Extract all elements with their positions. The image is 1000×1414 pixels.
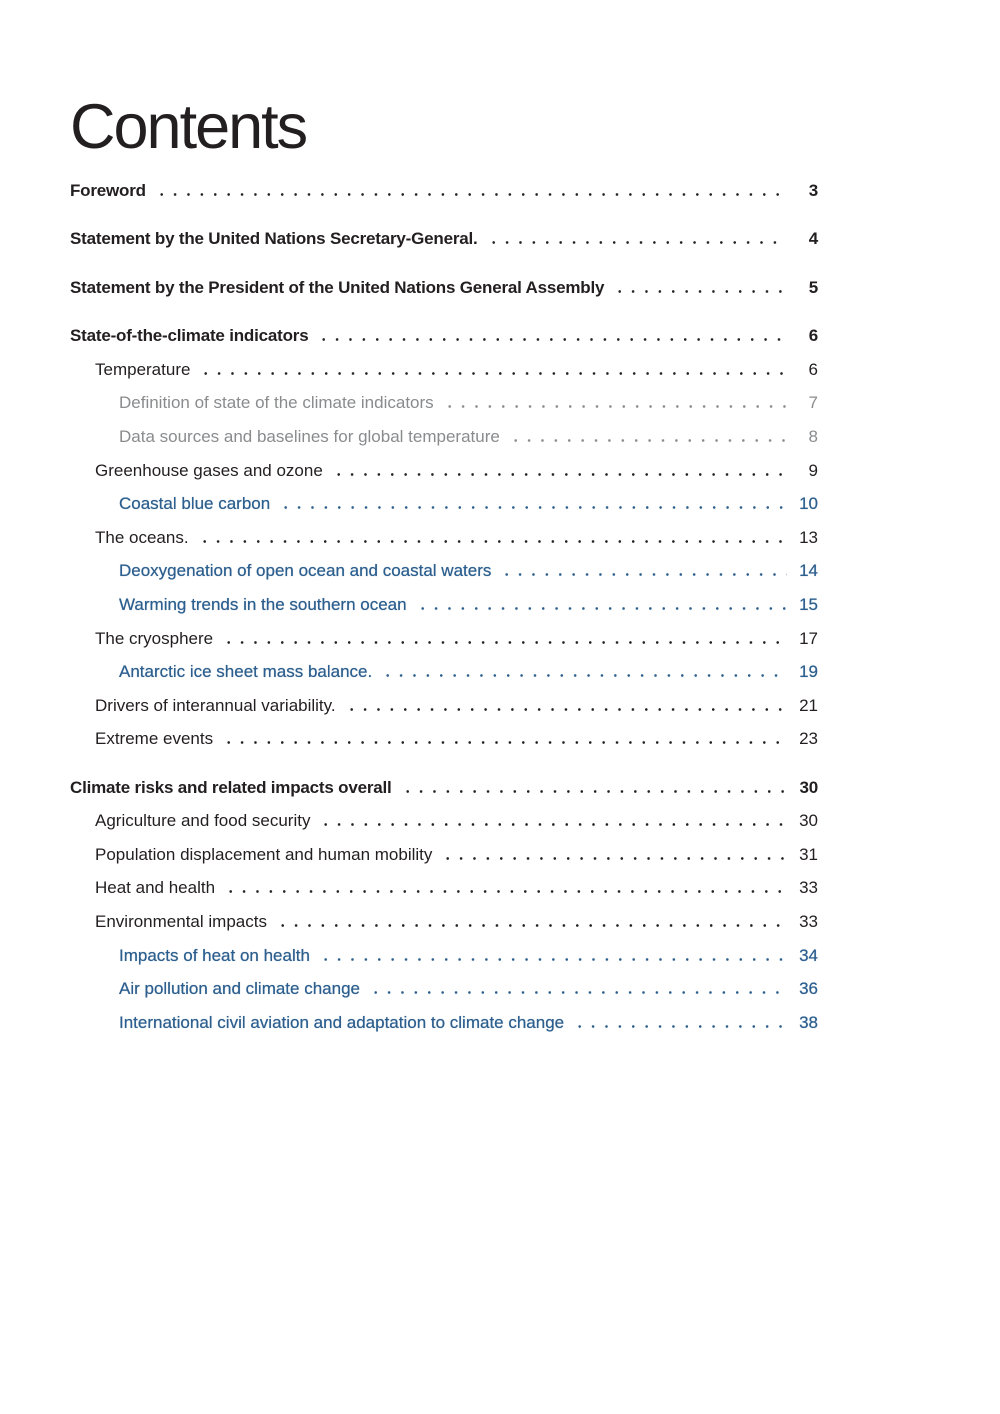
toc-entry-page: 5 — [808, 277, 818, 297]
toc-entry[interactable] — [70, 278, 818, 298]
toc-entry-label: Impacts of heat on health — [119, 945, 310, 965]
toc-entry-page: 30 — [799, 777, 818, 797]
toc-entry-label: Climate risks and related impacts overall — [70, 777, 392, 797]
toc-entry-page: 19 — [799, 662, 818, 682]
dot-leader — [155, 193, 787, 196]
toc-entry[interactable] — [70, 528, 818, 548]
toc-entry-label: The oceans. — [95, 527, 189, 547]
dot-leader — [222, 741, 787, 744]
toc-entry-page: 23 — [799, 729, 818, 749]
toc-entry-page: 6 — [808, 359, 818, 379]
toc-entry[interactable] — [70, 229, 818, 249]
dot-leader — [224, 890, 787, 893]
toc-entry[interactable] — [70, 811, 818, 831]
toc-entry-page: 17 — [799, 628, 818, 648]
toc-entry-label: Statement by the United Nations Secretary-General. — [70, 229, 478, 249]
page-title: Contents — [70, 92, 307, 162]
toc-entry-label: Extreme events — [95, 729, 214, 749]
dot-leader — [279, 506, 787, 509]
dot-leader — [509, 439, 787, 442]
dot-leader — [500, 573, 787, 576]
toc-entry[interactable] — [70, 729, 818, 749]
dot-leader — [613, 290, 787, 293]
dot-leader — [369, 991, 787, 994]
toc-entry-label: Environmental impacts — [95, 912, 267, 932]
dot-leader — [319, 823, 787, 826]
toc-entry-page: 4 — [808, 229, 818, 249]
toc-entry[interactable] — [70, 696, 818, 716]
dot-leader — [573, 1025, 787, 1028]
dot-leader — [401, 790, 787, 793]
dot-leader — [443, 405, 787, 408]
toc-entry[interactable] — [70, 845, 818, 865]
toc-entry-label: International civil aviation and adaptation to climate change — [119, 1012, 565, 1032]
dot-leader — [345, 708, 787, 711]
toc-entry[interactable] — [70, 393, 818, 413]
toc-entry[interactable] — [70, 946, 818, 966]
toc-entry[interactable] — [70, 1013, 818, 1033]
dot-leader — [199, 372, 787, 375]
dot-leader — [222, 641, 787, 644]
toc-entry[interactable] — [70, 595, 818, 615]
toc-entry-page: 10 — [799, 494, 818, 514]
toc-entry-page: 3 — [808, 181, 818, 200]
toc-entry[interactable] — [70, 181, 818, 201]
toc-entry-label: Temperature — [95, 359, 191, 379]
toc-entry-page: 31 — [799, 844, 818, 864]
toc-entry-label: Heat and health — [95, 878, 216, 898]
toc-entry[interactable] — [70, 979, 818, 999]
toc-entry-page: 21 — [799, 695, 818, 715]
toc-entry-page: 6 — [808, 326, 818, 346]
dot-leader — [487, 241, 787, 244]
toc-entry[interactable] — [70, 360, 818, 380]
toc-entry-label: Drivers of interannual variability. — [95, 695, 336, 715]
toc-entry-label: Air pollution and climate change — [119, 979, 360, 999]
toc-entry-label: Coastal blue carbon — [119, 494, 271, 514]
toc-entry-page: 34 — [799, 945, 818, 965]
toc-entry-label: Greenhouse gases and ozone — [95, 460, 323, 480]
toc-entry-label: Antarctic ice sheet mass balance. — [119, 662, 373, 682]
toc-entry-page: 14 — [799, 561, 818, 581]
toc-entry-label: Data sources and baselines for global temperature — [119, 426, 500, 446]
toc-entry[interactable] — [70, 912, 818, 932]
toc-entry[interactable] — [70, 561, 818, 581]
toc-entry-label: Foreword — [70, 181, 146, 200]
toc-entry-page: 33 — [799, 878, 818, 898]
toc-entry[interactable] — [70, 629, 818, 649]
toc-entry-page: 38 — [799, 1012, 818, 1032]
dot-leader — [198, 540, 787, 543]
toc-entry-page: 33 — [799, 912, 818, 932]
toc-entry-label: The cryosphere — [95, 628, 214, 648]
dot-leader — [416, 607, 787, 610]
toc-entry-page: 9 — [808, 460, 818, 480]
toc-entry[interactable] — [70, 662, 818, 682]
toc-entry-page: 30 — [799, 811, 818, 831]
dot-leader — [441, 857, 787, 860]
toc-entry-page: 15 — [799, 594, 818, 614]
dot-leader — [276, 924, 787, 927]
toc-entry[interactable] — [70, 326, 818, 346]
toc-entry-page: 8 — [808, 426, 818, 446]
toc-entry-label: Agriculture and food security — [95, 811, 311, 831]
toc-entry[interactable] — [70, 427, 818, 447]
dot-leader — [319, 958, 787, 961]
toc-entry-page: 13 — [799, 527, 818, 547]
toc-entry-label: State-of-the-climate indicators — [70, 326, 309, 346]
toc-entry-label: Definition of state of the climate indicators — [119, 393, 434, 413]
toc-entry-label: Statement by the President of the United Nations General Assembly — [70, 277, 605, 297]
toc-entry-label: Deoxygenation of open ocean and coastal waters — [119, 561, 492, 581]
toc-entry[interactable] — [70, 878, 818, 898]
toc-list — [70, 181, 818, 1033]
toc-entry-page: 36 — [799, 979, 818, 999]
toc-entry-label: Population displacement and human mobility — [95, 844, 433, 864]
toc-entry[interactable] — [70, 778, 818, 798]
dot-leader — [381, 674, 787, 677]
dot-leader — [317, 338, 787, 341]
toc-entry[interactable] — [70, 461, 818, 481]
toc-entry[interactable] — [70, 494, 818, 514]
toc-entry-label: Warming trends in the southern ocean — [119, 594, 407, 614]
toc-entry-page: 7 — [808, 393, 818, 413]
dot-leader — [332, 473, 787, 476]
